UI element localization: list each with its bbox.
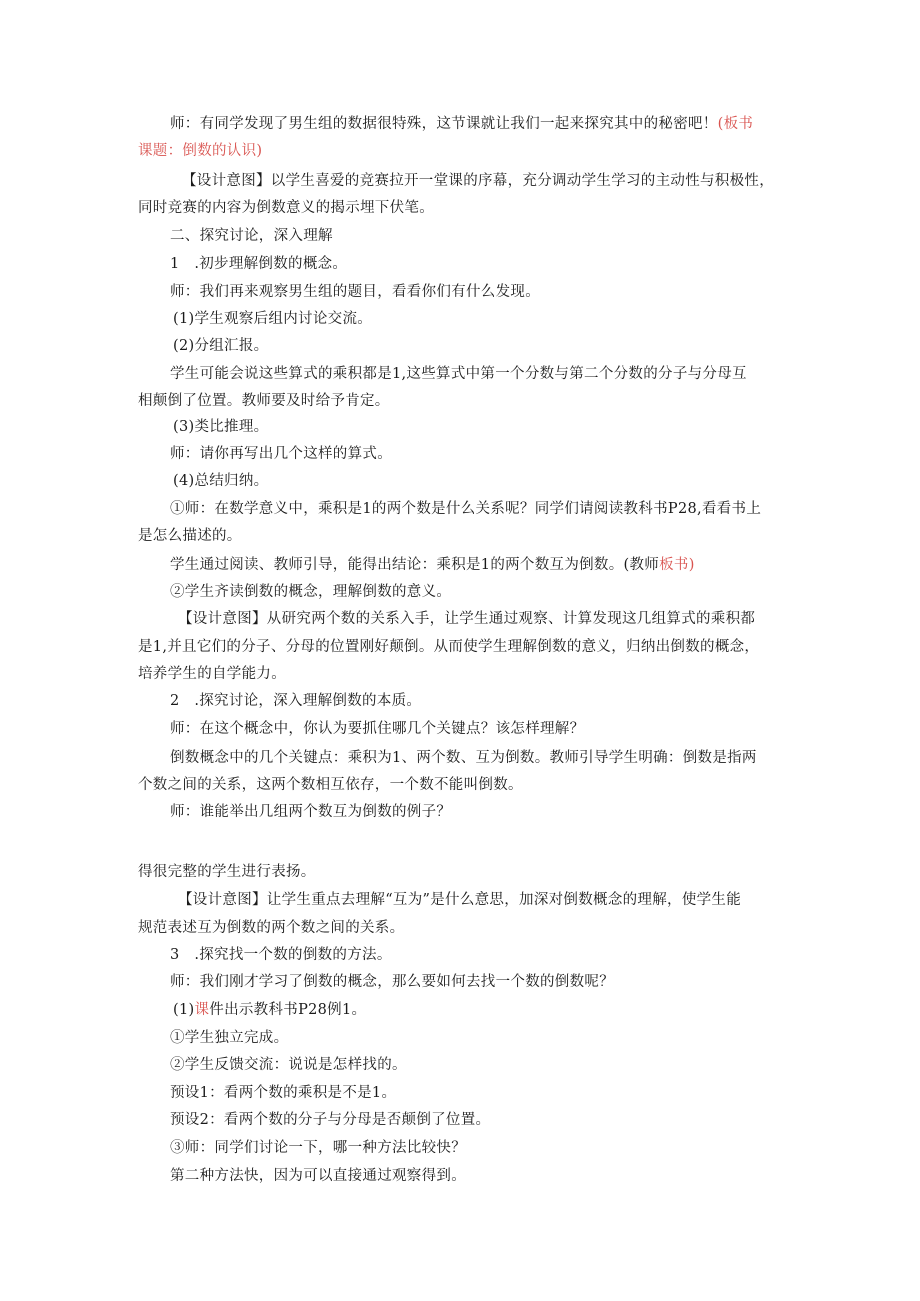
text-span: 师：谁能举出几组两个数互为倒数的例子？ <box>170 804 452 820</box>
text-line <box>170 364 747 384</box>
text-span: 是怎么描述的。 <box>138 528 242 544</box>
text-line <box>173 1000 366 1020</box>
design-intent-line <box>178 890 741 910</box>
text-span: ②学生齐读倒数的概念，理解倒数的意义。 <box>170 584 452 600</box>
text-span: 得很完整的学生进行表扬。 <box>138 864 316 880</box>
subsection-heading <box>170 254 347 274</box>
text-span: 同时竞赛的内容为倒数意义的揭示埋下伏笔。 <box>138 200 434 216</box>
text-span: 【设计意图】从研究两个数的关系入手，让学生通过观察、计算发现这几组算式的乘积都 <box>178 611 756 627</box>
section-heading <box>170 226 333 246</box>
text-span: 【设计意图】让学生重点去理解“互为”是什么意思，加深对倒数概念的理解，使学生能 <box>178 892 742 908</box>
board-note: 板书) <box>659 557 695 573</box>
text-span: ①师：在数学意义中，乘积是1的两个数是什么关系呢？同学们请阅读教科书P28,看看书上 <box>170 501 762 517</box>
text-span: 预设1：看两个数的乘积是不是1。 <box>170 1085 397 1101</box>
text-span: (1) <box>173 1002 195 1018</box>
text-line <box>138 637 759 657</box>
text-line <box>173 417 268 437</box>
text-line <box>138 526 242 546</box>
board-note: 课 <box>194 1002 210 1018</box>
text-span: 3 .探究找一个数的倒数的方法。 <box>170 947 392 963</box>
text-span: 二、探究讨论，深入理解 <box>170 228 333 244</box>
text-span: 学生通过阅读、教师引导，能得出结论：乘积是1的两个数互为倒数。(教师 <box>170 557 660 573</box>
text-line <box>170 444 392 464</box>
design-intent-line <box>178 609 755 629</box>
text-span: ②学生反馈交流：说说是怎样找的。 <box>170 1057 407 1073</box>
text-span: 师：我们刚才学习了倒数的概念，那么要如何去找一个数的倒数呢？ <box>170 974 614 990</box>
text-span: 个数之间的关系，这两个数相互依存，一个数不能叫倒数。 <box>138 777 523 793</box>
text-span: 件出示教科书P28例1。 <box>209 1002 367 1018</box>
text-line <box>170 282 540 302</box>
text-span: 2 .探究讨论，深入理解倒数的本质。 <box>170 693 422 709</box>
text-span: (3)类比推理。 <box>173 419 269 435</box>
text-line <box>170 748 757 768</box>
subsection-heading <box>170 945 392 965</box>
text-line <box>170 1055 407 1075</box>
text-span: 1 .初步理解倒数的概念。 <box>170 256 348 272</box>
text-line <box>170 1110 490 1130</box>
design-intent-line <box>182 171 774 191</box>
text-line <box>170 1138 466 1158</box>
subsection-heading <box>170 691 421 711</box>
text-line <box>173 309 372 329</box>
text-line <box>170 802 451 822</box>
text-line <box>138 664 286 684</box>
text-span: ③师：同学们讨论一下，哪一种方法比较快？ <box>170 1140 466 1156</box>
text-line <box>138 141 262 161</box>
text-line <box>170 114 753 134</box>
text-span: (1)学生观察后组内讨论交流。 <box>173 311 373 327</box>
text-line <box>170 582 451 602</box>
text-line <box>170 719 584 739</box>
text-span: 培养学生的自学能力。 <box>138 666 286 682</box>
text-span: 学生可能会说这些算式的乘积都是1,这些算式中第一个分数与第二个分数的分子与分母互 <box>170 366 747 382</box>
text-line <box>173 336 268 356</box>
text-span: 相颠倒了位置。教师要及时给予肯定。 <box>138 393 390 409</box>
text-span: 规范表述互为倒数的两个数之间的关系。 <box>138 920 405 936</box>
text-span: 【设计意图】以学生喜爱的竞赛拉开一堂课的序幕，充分调动学生学习的主动性与积极性， <box>182 173 774 189</box>
text-span: ①学生独立完成。 <box>170 1030 289 1046</box>
text-line <box>170 499 761 519</box>
text-span: 师：请你再写出几个这样的算式。 <box>170 446 392 462</box>
text-span: 师：我们再来观察男生组的题目，看看你们有什么发现。 <box>170 284 540 300</box>
text-span: 预设2：看两个数的分子与分母是否颠倒了位置。 <box>170 1112 491 1128</box>
text-line <box>138 775 523 795</box>
text-span: 第二种方法快，因为可以直接通过观察得到。 <box>170 1168 466 1184</box>
text-line <box>138 862 316 882</box>
text-span: 倒数概念中的几个关键点：乘积为1、两个数、互为倒数。教师引导学生明确：倒数是指两 <box>170 750 757 766</box>
board-note: 课题：倒数的认识) <box>138 143 263 159</box>
board-note: (板书 <box>717 116 754 132</box>
text-line <box>170 1166 466 1186</box>
text-span: (4)总结归纳。 <box>173 473 269 489</box>
text-line <box>138 391 390 411</box>
text-line <box>173 471 268 491</box>
text-line <box>138 918 404 938</box>
text-span: 是1,并且它们的分子、分母的位置刚好颠倒。从而使学生理解倒数的意义，归纳出倒数的概念， <box>138 639 760 655</box>
text-span: (2)分组汇报。 <box>173 338 269 354</box>
text-line <box>170 1028 288 1048</box>
text-line <box>170 555 695 575</box>
text-line <box>170 1083 396 1103</box>
text-span: 师：在这个概念中，你认为要抓住哪几个关键点？该怎样理解？ <box>170 721 585 737</box>
text-span: 师：有同学发现了男生组的数据很特殊，这节课就让我们一起来探究其中的秘密吧！ <box>170 116 718 132</box>
text-line <box>138 198 434 218</box>
text-line <box>170 972 614 992</box>
